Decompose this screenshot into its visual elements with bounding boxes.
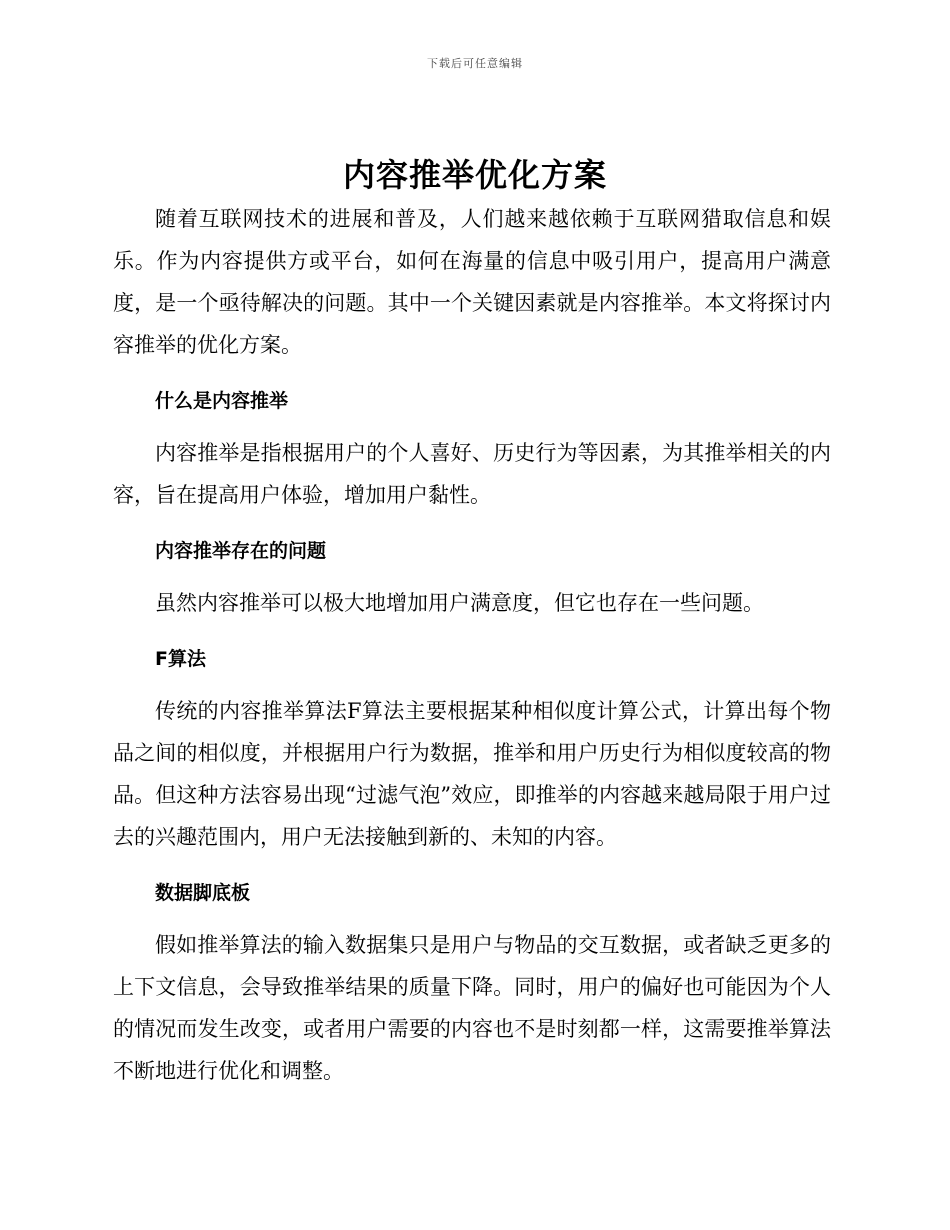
section-paragraph: 内容推举是指根据用户的个人喜好、历史行为等因素，为其推举相关的内容，旨在提高用户体验，增加用户黏性。 <box>113 441 831 507</box>
section-heading: 数据脚底板 <box>155 882 251 904</box>
document-body <box>113 198 831 1092</box>
section-what-is <box>113 380 831 530</box>
section-heading: F算法 <box>155 648 206 670</box>
document-title: 内容推举优化方案 <box>342 156 607 194</box>
spacer <box>113 624 831 638</box>
section-heading: 内容推举存在的问题 <box>155 540 327 562</box>
spacer <box>113 572 831 582</box>
spacer <box>113 914 831 924</box>
section-f-algorithm <box>113 638 831 872</box>
section-paragraph: 传统的内容推举算法F算法主要根据某种相似度计算公式，计算出每个物品之间的相似度，并根据用户行为数据，推举和用户历史行为相似度较高的物品。但这种方法容易出现“过滤气泡”效应，即推举的内容越来越局限于用户过去的兴趣范围内，用户无法接触到新的、未知的内容。 <box>113 699 831 849</box>
section-data <box>113 872 831 1092</box>
spacer <box>113 366 831 380</box>
section-paragraph: 假如推举算法的输入数据集只是用户与物品的交互数据，或者缺乏更多的上下文信息，会导致推举结果的质量下降。同时，用户的偏好也可能因为个人的情况而发生改变，或者用户需要的内容也不是时刻都一样，这需要推举算法不断地进行优化和调整。 <box>113 933 831 1083</box>
section-paragraph: 虽然内容推举可以极大地增加用户满意度，但它也存在一些问题。 <box>155 591 764 615</box>
intro-paragraph: 随着互联网技术的进展和普及，人们越来越依赖于互联网猎取信息和娱乐。作为内容提供方或平台，如何在海量的信息中吸引用户，提高用户满意度，是一个亟待解决的问题。其中一个关键因素就是内容推举。本文将探讨内容推举的优化方案。 <box>113 207 831 357</box>
section-heading: 什么是内容推举 <box>155 390 289 412</box>
header-note: 下载后可任意编辑 <box>427 57 523 70</box>
spacer <box>113 858 831 872</box>
spacer <box>113 516 831 530</box>
spacer <box>113 422 831 432</box>
section-problems <box>113 530 831 638</box>
spacer <box>113 680 831 690</box>
